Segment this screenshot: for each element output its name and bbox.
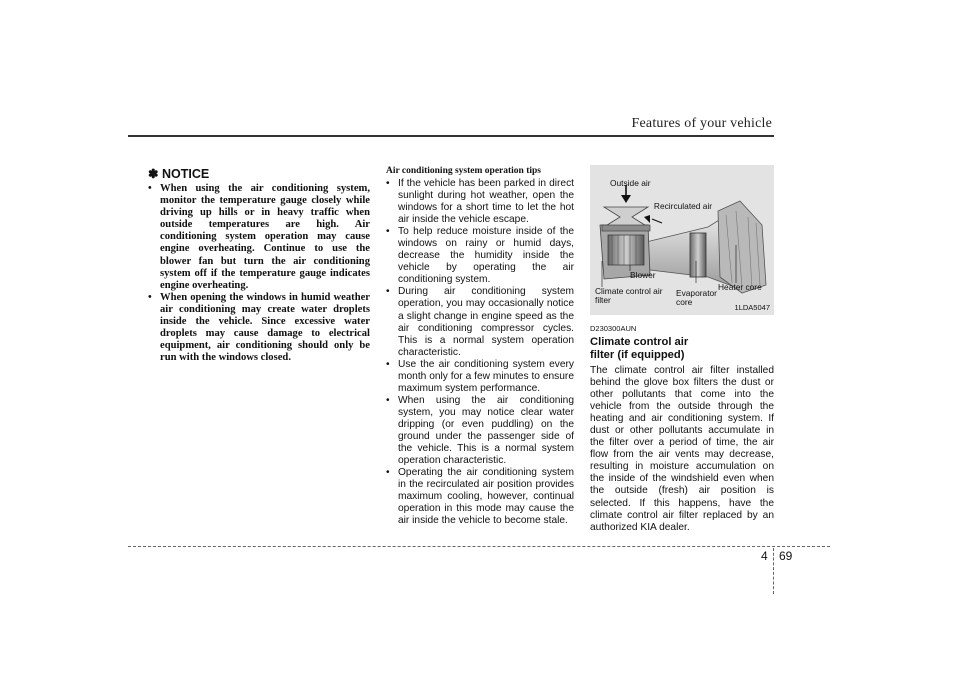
label-heater-core: Heater core (718, 282, 762, 292)
figure-code: 1LDA5047 (734, 303, 770, 312)
label-blower: Blower (630, 270, 656, 280)
tip-item: • Use the air conditioning system every month only for a few minutes to ensure maximum system performance. (386, 359, 574, 395)
filter-column (590, 166, 774, 534)
label-climate-filter: Climate control air filter (595, 286, 663, 305)
tip-item: • Operating the air conditioning system in the recirculated air position provides maximum cooling, however, continual operation in this mode may cause the air inside the vehicle to become stale. (386, 467, 574, 527)
page-separator (773, 548, 774, 594)
tips-heading: Air conditioning system operation tips (386, 166, 542, 176)
label-recirculated-air: Recirculated air (653, 201, 713, 211)
section-title: Climate control air filter (if equipped) (590, 336, 689, 361)
label-evaporator-core: Evaporator core (676, 288, 717, 307)
notice-title: NOTICE (161, 167, 210, 181)
tip-item: • During air conditioning system operation, you may occasionally notice a slight change in engine speed as the air conditioning compressor cycles. This is a normal system operation characteristic. (386, 286, 574, 358)
section-body: The climate control air filter installed behind the glove box filters the dust or other pollutants that come into the vehicle from the outside through the heating and air conditioning system. If dust or other pollutants accumulate in the filter over a period of time, the air flow from the air vents may decrease, resulting in moisture accumulation on the inside of the windshield even when the outside (fresh) air position is selected. If this happens, have the climate control air filter replaced by an authorized KIA dealer. (590, 365, 774, 533)
chapter-number: 4 (761, 549, 768, 563)
section-doc-code: D230300AUN (590, 324, 637, 333)
footer-rule (128, 546, 830, 547)
notice-heading (148, 166, 370, 181)
notice-item: • When using the air conditioning system, monitor the temperature gauge closely while driving up hills or in heavy traffic when outside temperatures are high. Air conditioning system operation may cause engine overheating. Continue to use the blower fan but turn the air conditioning system off if the temperature gauge indicates engine overheating. (148, 183, 370, 292)
page-header-title: Features of your vehicle (631, 116, 772, 131)
notice-symbol-icon: ✽ (148, 167, 159, 181)
tip-item: • When using the air conditioning system, you may notice clear water dripping (or even puddling) on the ground under the passenger side of the vehicle. This is a normal system operation characteristic. (386, 395, 574, 467)
header-rule (128, 135, 774, 137)
tip-item: • To help reduce moisture inside of the windows on rainy or humid days, decrease the humidity inside the vehicle by operating the air conditioning system. (386, 226, 574, 286)
page-number (761, 549, 768, 563)
tips-block (386, 166, 574, 527)
notice-item: • When opening the windows in humid weather air conditioning may create water droplets inside the vehicle. Since excessive water droplets may cause damage to electrical equipment, air conditioning should only be run with the windows closed. (148, 292, 370, 365)
notice-block (148, 166, 370, 364)
label-outside-air: Outside air (610, 178, 651, 188)
page-number-value (779, 549, 792, 563)
page-number-text: 69 (779, 549, 793, 563)
hvac-diagram-figure (590, 165, 774, 315)
tip-item: • If the vehicle has been parked in direct sunlight during hot weather, open the windows for a short time to let the hot air inside the vehicle escape. (386, 178, 574, 226)
